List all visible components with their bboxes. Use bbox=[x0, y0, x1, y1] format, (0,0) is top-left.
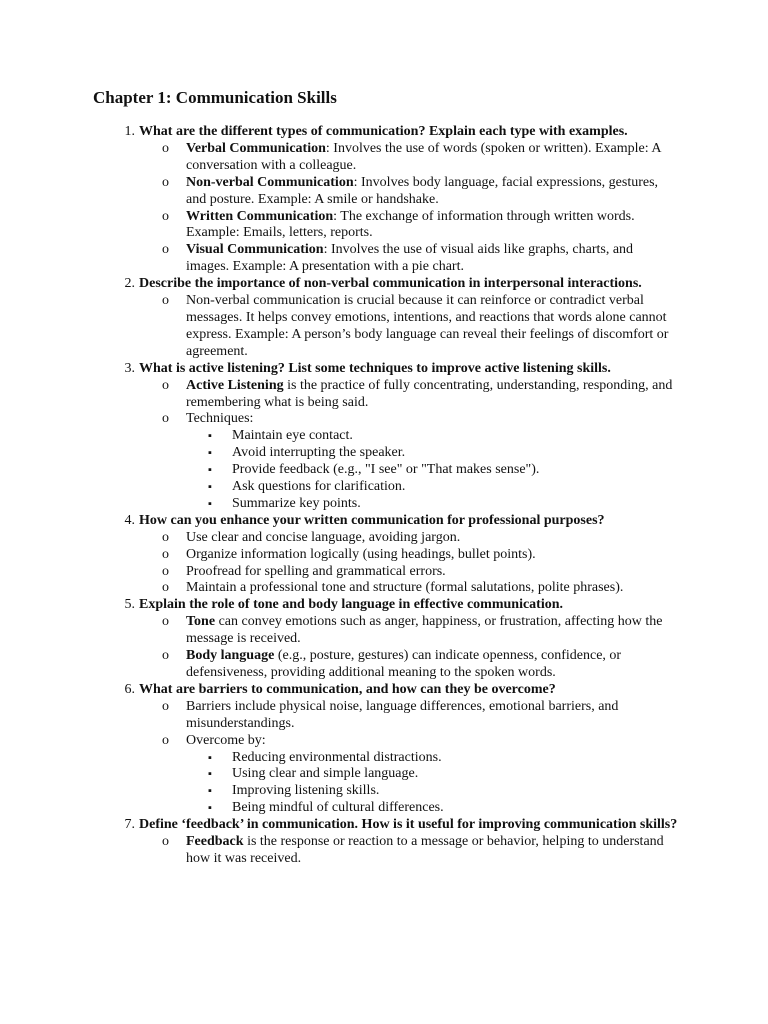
answer-text: (e.g., posture, gestures) can indicate openness, confidence, or defensiveness, providing additional meaning to the spoken words. bbox=[186, 648, 622, 680]
answer-list bbox=[139, 834, 679, 868]
answer-text: : Involves the use of visual aids like graphs, charts, and images. Example: A presentation with a pie chart. bbox=[186, 242, 634, 275]
answer-list bbox=[139, 378, 679, 513]
answer-text: is the response or reaction to a message or behavior, helping to understand how it was received. bbox=[186, 834, 664, 866]
answer-item bbox=[186, 547, 679, 564]
answer-item bbox=[186, 614, 679, 648]
answer-list bbox=[139, 141, 679, 276]
answer-item bbox=[186, 141, 679, 175]
question-text: What is active listening? List some techniques to improve active listening skills. bbox=[139, 360, 611, 376]
chapter-title: Chapter 1: Communication Skills bbox=[93, 88, 337, 107]
question-item bbox=[124, 360, 679, 513]
answer-term: Verbal Communication bbox=[186, 140, 326, 156]
answer-text: Use clear and concise language, avoiding jargon. bbox=[186, 529, 461, 545]
question-item bbox=[124, 817, 679, 868]
answer-text: Barriers include physical noise, language differences, emotional barriers, and misunderstandings. bbox=[186, 698, 619, 731]
question-list bbox=[124, 124, 679, 868]
answer-term: Written Communication bbox=[186, 208, 334, 224]
answer-term: Body language bbox=[186, 648, 275, 664]
answer-text: Proofread for spelling and grammatical errors. bbox=[186, 563, 446, 579]
answer-text: Maintain a professional tone and structure (formal salutations, polite phrases). bbox=[186, 580, 624, 596]
answer-item bbox=[186, 580, 679, 597]
question-number: 6. bbox=[124, 681, 135, 697]
answer-list bbox=[139, 530, 679, 598]
technique-item: ▪ Summarize key points. bbox=[232, 496, 679, 513]
technique-item: ▪ Avoid interrupting the speaker. bbox=[232, 445, 679, 462]
question-text: What are barriers to communication, and how can they be overcome? bbox=[139, 681, 556, 697]
question-text: Explain the role of tone and body language in effective communication. bbox=[139, 597, 564, 613]
question-text: How can you enhance your written communication for professional purposes? bbox=[139, 512, 605, 528]
answer-item bbox=[186, 834, 679, 868]
technique-list bbox=[186, 428, 679, 513]
question-item bbox=[124, 124, 679, 276]
answer-text: can convey emotions such as anger, happiness, or frustration, affecting how the message is received. bbox=[186, 614, 663, 647]
answer-item bbox=[186, 411, 679, 512]
technique-item: ▪ Ask questions for clarification. bbox=[232, 479, 679, 496]
question-number: 7. bbox=[124, 817, 135, 833]
remedy-item: ▪ Being mindful of cultural differences. bbox=[232, 800, 679, 817]
answer-item bbox=[186, 699, 679, 733]
question-number: 5. bbox=[124, 597, 135, 613]
technique-item: ▪ Provide feedback (e.g., "I see" or "That makes sense"). bbox=[232, 462, 679, 479]
answer-item bbox=[186, 648, 679, 682]
answer-text: : The exchange of information through written words. Example: Emails, letters, reports. bbox=[186, 208, 635, 241]
answer-item bbox=[186, 293, 679, 361]
answer-text: Techniques: bbox=[186, 411, 254, 427]
question-number: 1. bbox=[124, 124, 135, 139]
answer-item bbox=[186, 564, 679, 581]
answer-item bbox=[186, 733, 679, 818]
answer-text: Organize information logically (using headings, bullet points). bbox=[186, 546, 536, 562]
answer-term: Active Listening bbox=[186, 377, 284, 393]
answer-item bbox=[186, 242, 679, 276]
answer-term: Non-verbal Communication bbox=[186, 174, 354, 190]
answer-term: Visual Communication bbox=[186, 242, 324, 258]
remedy-item: ▪ Reducing environmental distractions. bbox=[232, 750, 679, 767]
answer-text: Overcome by: bbox=[186, 732, 266, 748]
remedy-item: ▪ Using clear and simple language. bbox=[232, 766, 679, 783]
question-text: Define ‘feedback’ in communication. How is it useful for improving communication skills? bbox=[139, 817, 678, 833]
answer-list bbox=[139, 699, 679, 817]
question-text: What are the different types of communication? Explain each type with examples. bbox=[139, 124, 628, 139]
question-item bbox=[124, 681, 679, 817]
question-item bbox=[124, 597, 679, 682]
answer-term: Feedback bbox=[186, 834, 244, 850]
answer-item bbox=[186, 175, 679, 209]
answer-text: : Involves the use of words (spoken or written). Example: A conversation with a colleague. bbox=[186, 140, 661, 173]
remedy-list bbox=[186, 750, 679, 818]
question-item bbox=[124, 276, 679, 361]
answer-term: Tone bbox=[186, 614, 216, 630]
remedy-item: ▪ Improving listening skills. bbox=[232, 783, 679, 800]
answer-item bbox=[186, 378, 679, 412]
question-item bbox=[124, 512, 679, 598]
question-list-container bbox=[124, 124, 679, 868]
question-number: 2. bbox=[124, 276, 135, 292]
question-number: 3. bbox=[124, 360, 135, 376]
answer-item bbox=[186, 209, 679, 243]
question-text: Describe the importance of non-verbal communication in interpersonal interactions. bbox=[139, 276, 642, 292]
technique-item: ▪ Maintain eye contact. bbox=[232, 428, 679, 445]
question-number: 4. bbox=[124, 512, 135, 528]
answer-item bbox=[186, 530, 679, 547]
answer-list bbox=[139, 614, 679, 682]
answer-text: Non-verbal communication is crucial because it can reinforce or contradict verbal messages. It helps convey emotions, intentions, and reactions that words alone cannot express. Example: A person’s body language can reveal their feelings of discomfort or agreement. bbox=[186, 293, 669, 359]
answer-text: : Involves body language, facial expressions, gestures, and posture. Example: A smile or handshake. bbox=[186, 174, 659, 207]
answer-text: is the practice of fully concentrating, understanding, responding, and remembering what is being said. bbox=[186, 377, 673, 410]
answer-list bbox=[139, 293, 679, 361]
